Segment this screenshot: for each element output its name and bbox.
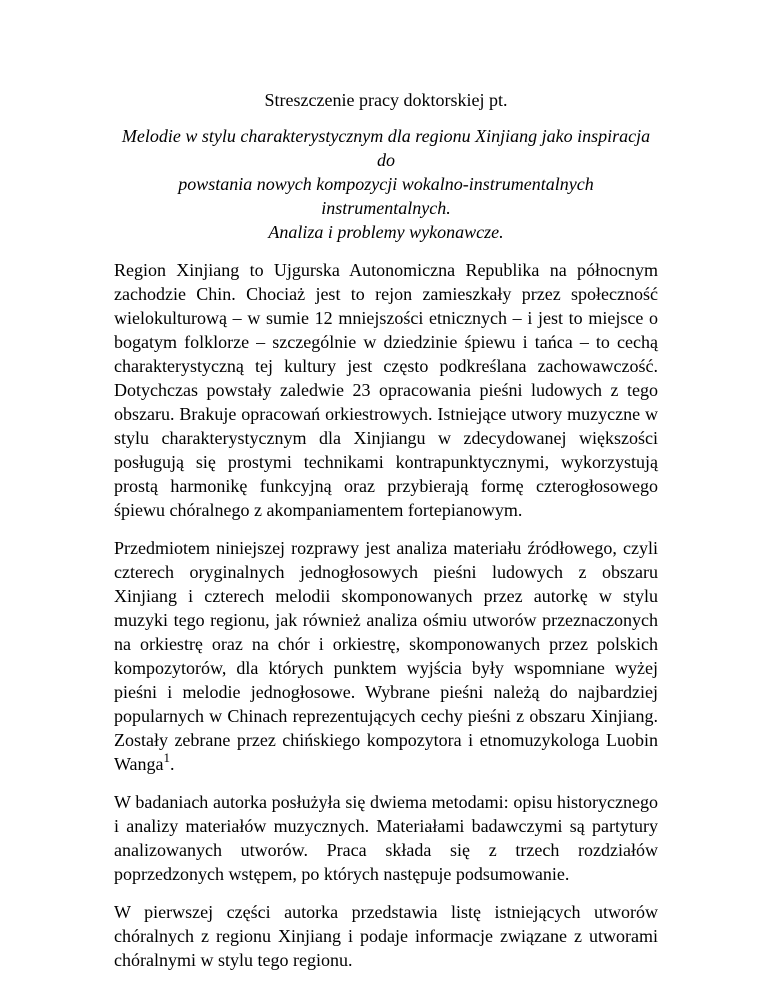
- thesis-title-line: Melodie w stylu charakterystycznym dla regionu Xinjiang jako inspiracja do: [121, 126, 651, 170]
- paragraph-text: Przedmiotem niniejszej rozprawy jest analiza materiału źródłowego, czyli czterech oryginalnych jednogłosowych pieśni ludowych z obszaru Xinjiang i czterech melodii skomponowanych przez autorkę w stylu muzyki tego regionu, jak również analiza ośmiu utworów przeznaczonych na orkiestrę oraz na chór i orkiestrę, skomponowanych przez polskich kompozytorów, dla których punktem wyjścia były wspomniane wyżej pieśni i melodie jednogłosowe. Wybrane pieśni należą do najbardziej popularnych w Chinach reprezentujących cechy pieśni z obszaru Xinjiang. Zostały zebrane przez chińskiego kompozytora i etnomuzykologa Luobin Wanga: [114, 538, 658, 774]
- paragraph: Region Xinjiang to Ujgurska Autonomiczna Republika na północnym zachodzie Chin. Chociaż jest to rejon zamieszkały przez społeczność wielokulturową – w sumie 12 mniejszości etnicznych – i jest to miejsce o bogatym folklorze – szczególnie w dziedzinie śpiewu i tańca – to cechą charakterystyczną tej kultury jest często podkreślana zachowawczość. Dotychczas powstały zaledwie 23 opracowania pieśni ludowych z tego obszaru. Brakuje opracowań orkiestrowych. Istniejące utwory muzyczne w stylu charakterystycznym dla Xinjiangu w zdecydowanej większości posługują się prostymi technikami kontrapunktycznymi, wykorzystują prostą harmonikę funkcyjną oraz przybierają formę czterogłosowego śpiewu chóralnego z akompaniamentem fortepianowym.: [114, 260, 658, 520]
- footnote-marker[interactable]: 1: [163, 750, 171, 765]
- thesis-title: [114, 124, 658, 244]
- thesis-title-line: Analiza i problemy wykonawcze.: [268, 222, 504, 242]
- paragraph: [114, 536, 658, 776]
- thesis-title-line: powstania nowych kompozycji wokalno-instrumentalnych instrumentalnych.: [178, 174, 594, 218]
- paragraph: W badaniach autorka posłużyła się dwiema metodami: opisu historycznego i analizy materiałów muzycznych. Materiałami badawczymi są partytury analizowanych utworów. Praca składa się z trzech rozdziałów poprzedzonych wstępem, po których następuje podsumowanie.: [114, 792, 658, 884]
- paragraph: W pierwszej części autorka przedstawia listę istniejących utworów chóralnych z regionu Xinjiang i podaje informacje związane z utworami chóralnymi w stylu tego regionu.: [114, 902, 658, 970]
- document-heading: Streszczenie pracy doktorskiej pt.: [264, 90, 508, 110]
- document-page: [114, 88, 658, 986]
- paragraph-end-punctuation: .: [170, 754, 175, 774]
